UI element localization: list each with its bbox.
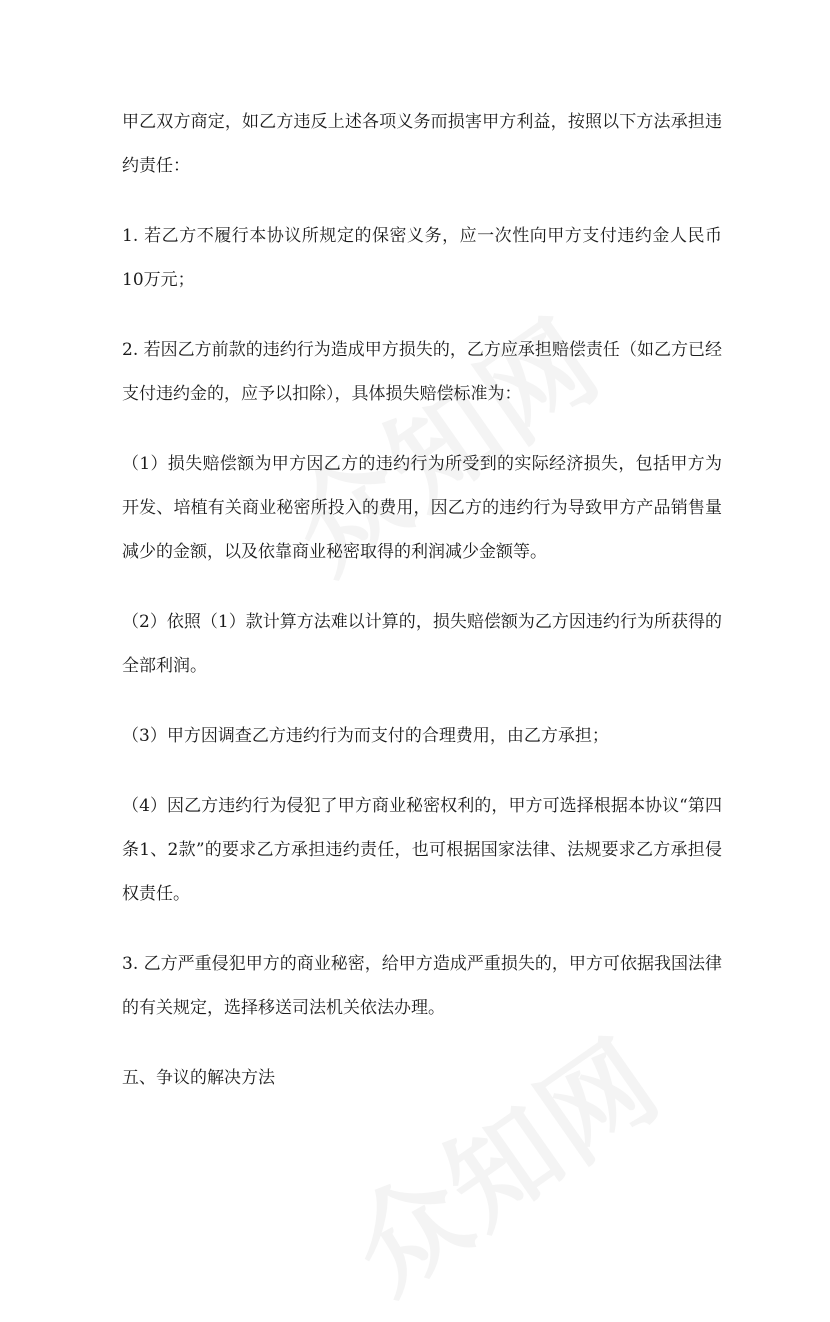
paragraph-clause-1: 1. 若乙方不履行本协议所规定的保密义务，应一次性向甲方支付违约金人民币10万元；	[122, 226, 722, 290]
section-heading: 五、争议的解决方法	[122, 1068, 275, 1088]
paragraph-subclause-4: （4）因乙方违约行为侵犯了甲方商业秘密权利的，甲方可选择根据本协议“第四条1、2款”的要求乙方承担违约责任，也可根据国家法律、法规要求乙方承担侵权责任。	[122, 796, 722, 904]
document-body	[122, 100, 722, 1100]
paragraph-clause-2: 2. 若因乙方前款的违约行为造成甲方损失的，乙方应承担赔偿责任（如乙方已经支付违约金的，应予以扣除），具体损失赔偿标准为：	[122, 340, 722, 404]
paragraph-subclause-2: （2）依照（1）款计算方法难以计算的，损失赔偿额为乙方因违约行为所获得的全部利润。	[122, 612, 722, 676]
paragraph-clause-3: 3. 乙方严重侵犯甲方的商业秘密，给甲方造成严重损失的，甲方可依据我国法律的有关规定，选择移送司法机关依法办理。	[122, 954, 722, 1018]
paragraph-liability-intro: 甲乙双方商定，如乙方违反上述各项义务而损害甲方利益，按照以下方法承担违约责任：	[122, 112, 722, 176]
paragraph-subclause-1: （1）损失赔偿额为甲方因乙方的违约行为所受到的实际经济损失，包括甲方为开发、培植有关商业秘密所投入的费用，因乙方的违约行为导致甲方产品销售量减少的金额，以及依靠商业秘密取得的利润减少金额等。	[122, 454, 722, 562]
paragraph-subclause-3: （3）甲方因调查乙方违约行为而支付的合理费用，由乙方承担；	[122, 726, 609, 746]
